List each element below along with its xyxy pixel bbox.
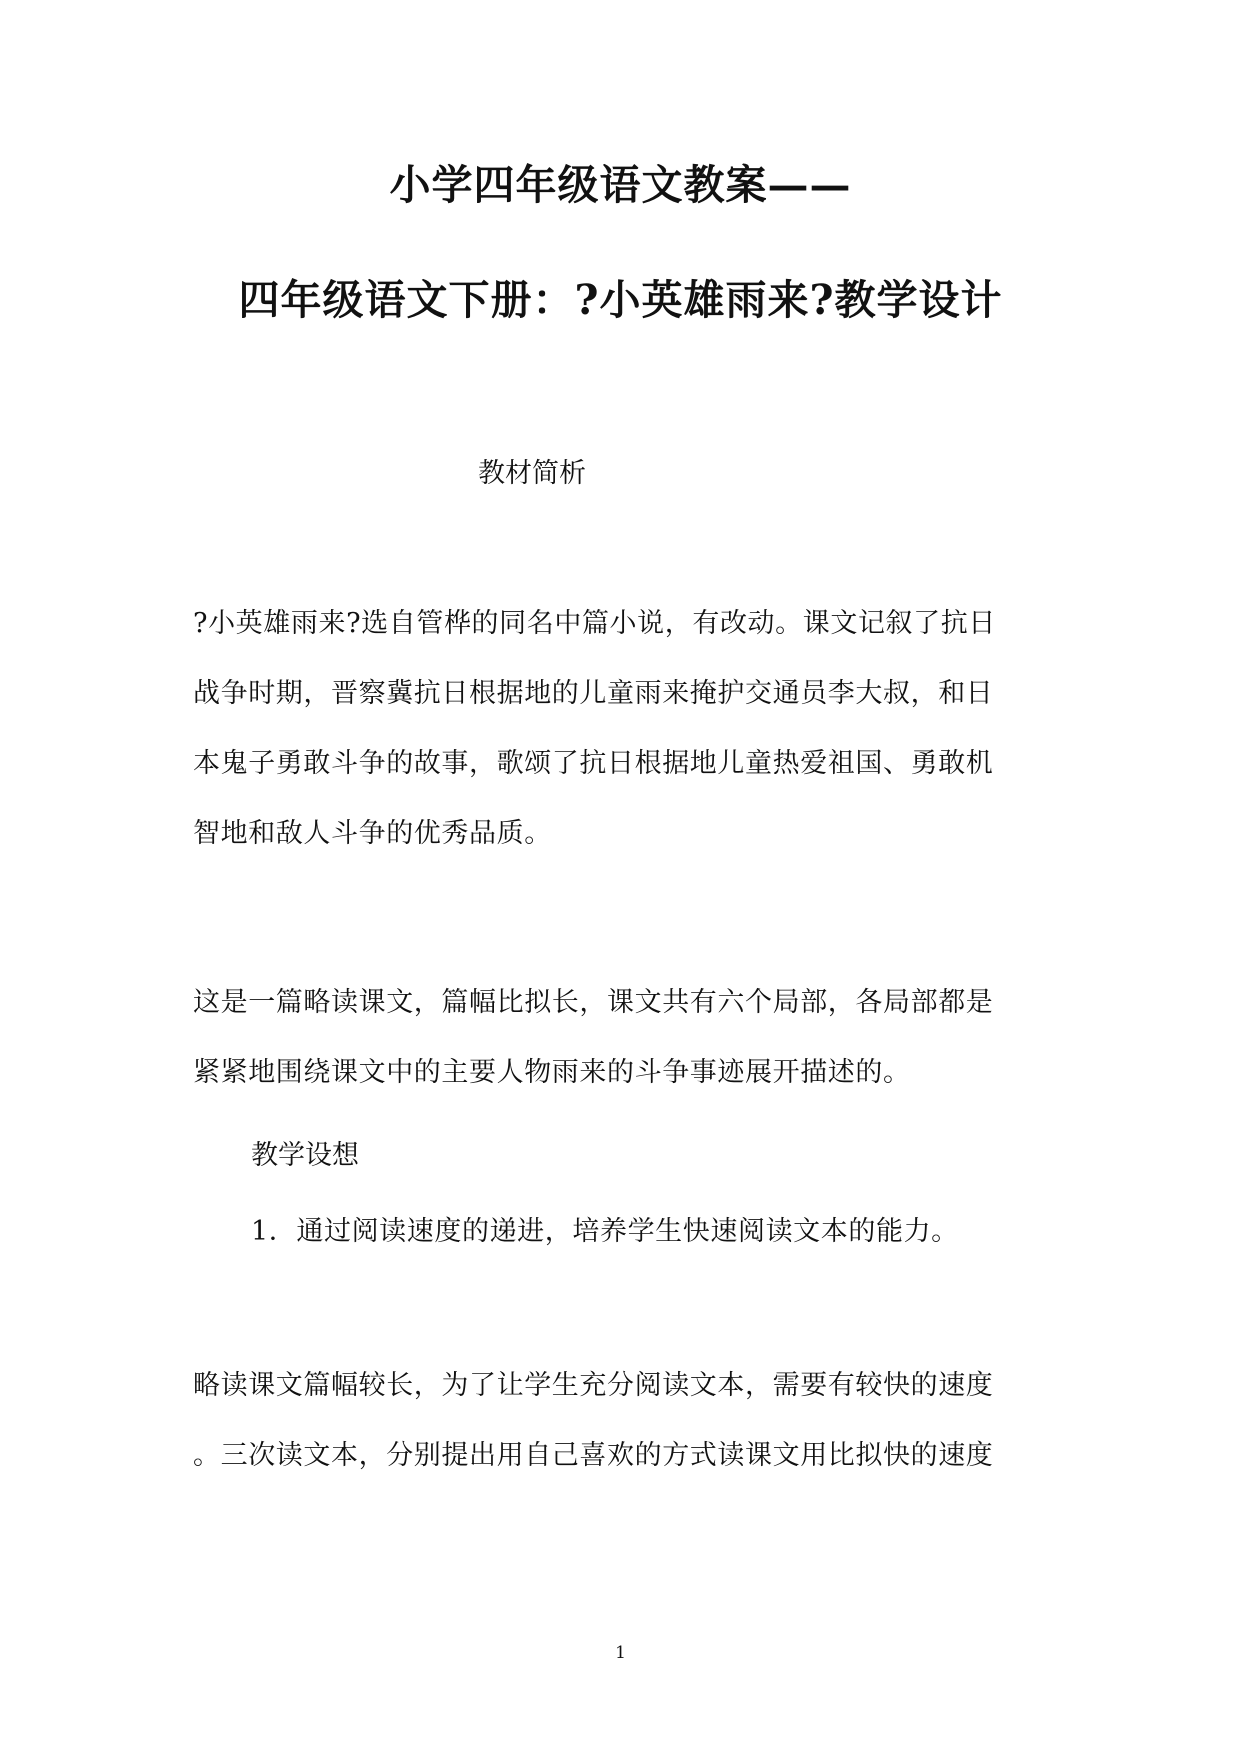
paragraph-textbook-summary xyxy=(193,606,1039,852)
paragraph-line: ?小英雄雨来?选自管桦的同名中篇小说，有改动。课文记叙了抗日 xyxy=(193,608,996,639)
paragraph-text-structure xyxy=(193,985,1039,1091)
paragraph-reading-approach xyxy=(193,1368,1039,1474)
paragraph-line: 战争时期，晋察冀抗日根据地的儿童雨来掩护交通员李大叔，和日 xyxy=(193,678,994,709)
section-heading-textbook-analysis: 教材简析 xyxy=(478,458,586,489)
paragraph-line: 这是一篇略读课文，篇幅比拟长，课文共有六个局部，各局部都是 xyxy=(193,987,994,1018)
paragraph-line: 略读课文篇幅较长，为了让学生充分阅读文本，需要有较快的速度 xyxy=(193,1370,994,1401)
paragraph-line: 本鬼子勇敢斗争的故事，歌颂了抗日根据地儿童热爱祖国、勇敢机 xyxy=(193,748,994,779)
document-title-line1: 小学四年级语文教案—— xyxy=(389,161,852,209)
section-heading-teaching-ideas: 教学设想 xyxy=(251,1140,359,1171)
page-number: 1 xyxy=(615,1643,626,1663)
paragraph-line: 智地和敌人斗争的优秀品质。 xyxy=(193,818,552,849)
paragraph-line: 。三次读文本，分别提出用自己喜欢的方式读课文用比拟快的速度 xyxy=(193,1440,994,1471)
document-title-line2: 四年级语文下册：?小英雄雨来?教学设计 xyxy=(238,276,1003,324)
paragraph-line: 紧紧地围绕课文中的主要人物雨来的斗争事迹展开描述的。 xyxy=(193,1057,911,1088)
list-item-reading-speed: 1．通过阅读速度的递进，培养学生快速阅读文本的能力。 xyxy=(251,1216,959,1247)
